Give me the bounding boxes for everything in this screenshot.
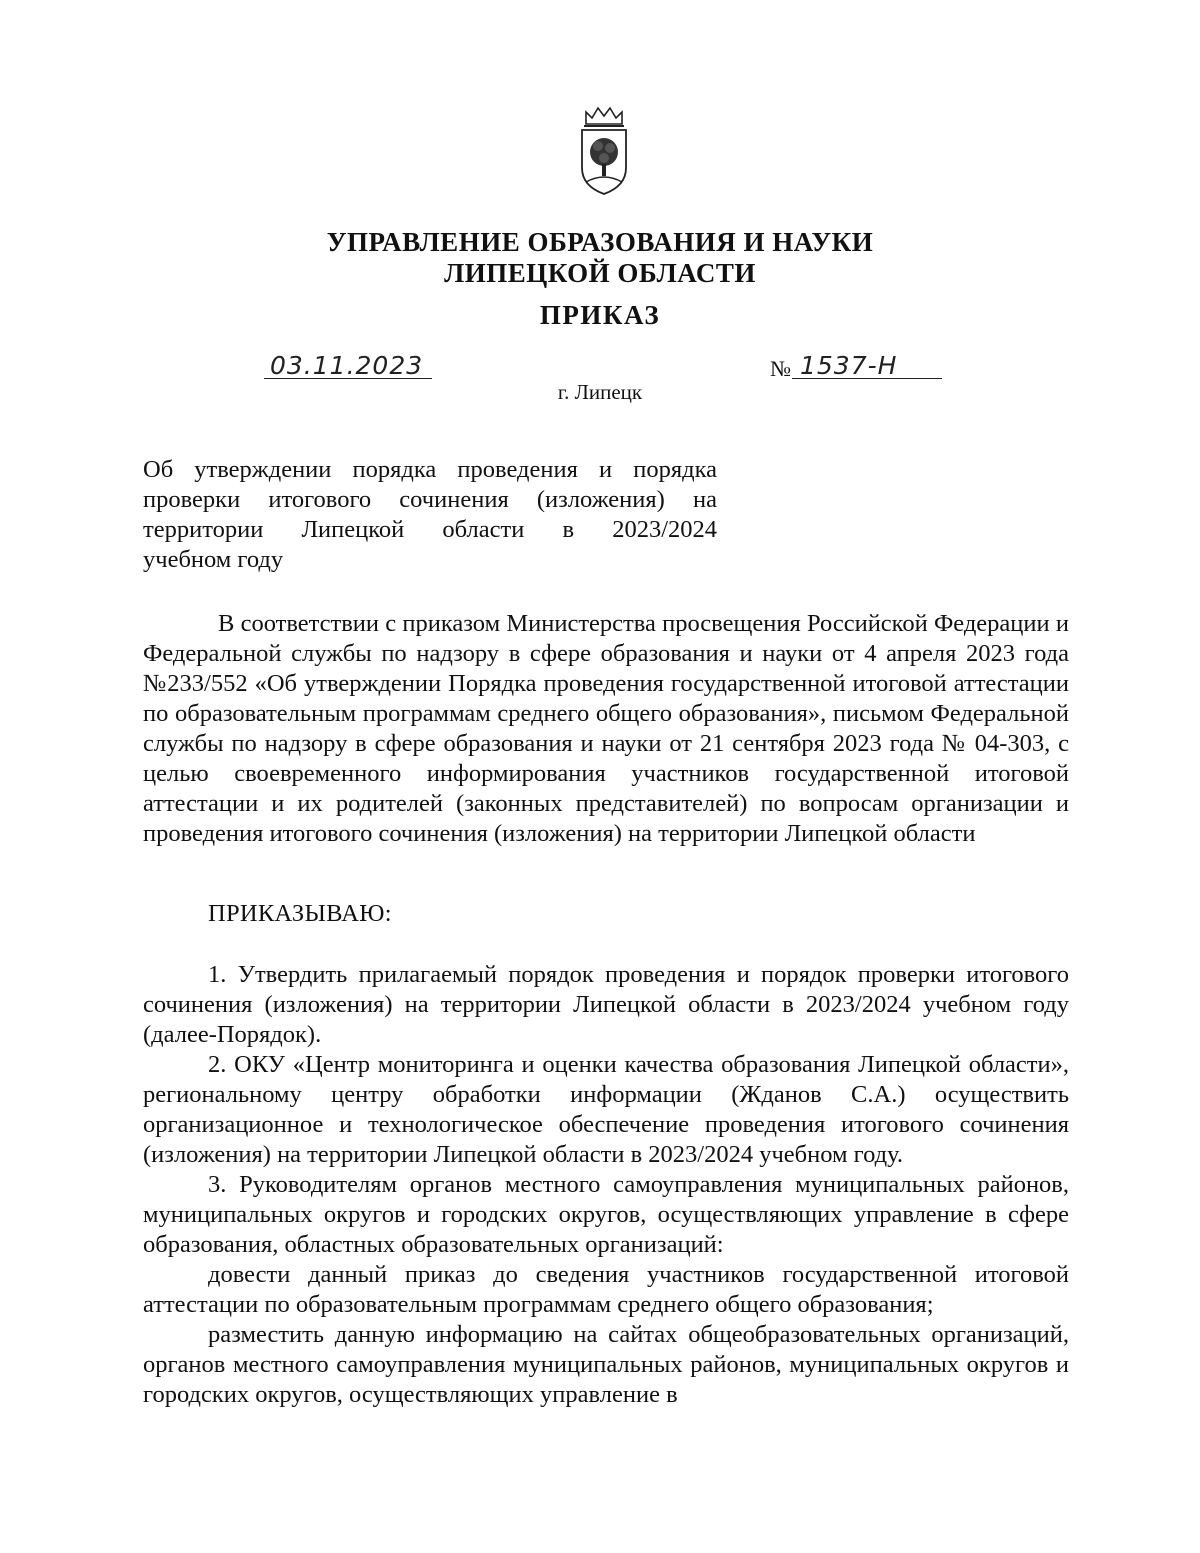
order-item: 1. Утвердить прилагаемый порядок проведения и порядок проверки итогового сочинения (изложения) на территории Липецкой области в 2023/2024 учебном году (далее-Порядок).: [143, 961, 1069, 1048]
document-number: 1537-Н: [800, 351, 898, 380]
organization-name-line2: ЛИПЕЦКОЙ ОБЛАСТИ: [444, 258, 756, 288]
number-label: №: [770, 356, 791, 381]
coat-of-arms-icon: [576, 102, 632, 196]
preamble-text: В соответствии с приказом Министерства просвещения Российской Федерации и Федеральной службы по надзору в сфере образования и науки от 4 апреля 2023 года №233/552 «Об утверждении Порядка проведения государственной итоговой аттестации по образовательным программам среднего общего образования», письмом Федеральной службы по надзору в сфере образования и науки от 21 сентября 2023 года № 04-303, с целью своевременного информирования участников государственной итоговой аттестации и их родителей (законных представителей) по вопросам организации и проведения итогового сочинения (изложения) на территории Липецкой области: [143, 610, 1069, 847]
order-items: [143, 960, 1069, 1410]
document-type: ПРИКАЗ: [539, 300, 661, 330]
subject-line: Об утверждении порядка проведения и порядка: [143, 456, 717, 483]
number-underline: [792, 378, 942, 379]
subject-line: учебном году: [143, 546, 284, 573]
document-date: 03.11.2023: [270, 351, 424, 380]
order-item: разместить данную информацию на сайтах общеобразовательных организаций, органов местного самоуправления муниципальных районов, муниципальных округов и городских округов, осуществляющих управление в: [143, 1321, 1069, 1408]
subject-line: проверки итогового сочинения (изложения) на: [143, 486, 717, 513]
preamble: [143, 609, 1069, 849]
organization-name-line1: УПРАВЛЕНИЕ ОБРАЗОВАНИЯ И НАУКИ: [326, 227, 874, 257]
order-word: ПРИКАЗЫВАЮ:: [208, 900, 392, 927]
order-item: довести данный приказ до сведения участников государственной итоговой аттестации по образовательным программам среднего общего образования;: [143, 1261, 1069, 1318]
document-subject: [143, 455, 717, 575]
city-name: г. Липецк: [557, 380, 643, 404]
date-underline: [264, 378, 432, 379]
subject-line: территории Липецкой области в 2023/2024: [143, 516, 717, 543]
order-item: 3. Руководителям органов местного самоуправления муниципальных районов, муниципальных округов и городских округов, осуществляющих управление в сфере образования, областных образовательных организаций:: [143, 1171, 1069, 1258]
order-item: 2. ОКУ «Центр мониторинга и оценки качества образования Липецкой области», региональному центру обработки информации (Жданов С.А.) осуществить организационное и технологическое обеспечение проведения итогового сочинения (изложения) на территории Липецкой области в 2023/2024 учебном году.: [143, 1051, 1069, 1168]
